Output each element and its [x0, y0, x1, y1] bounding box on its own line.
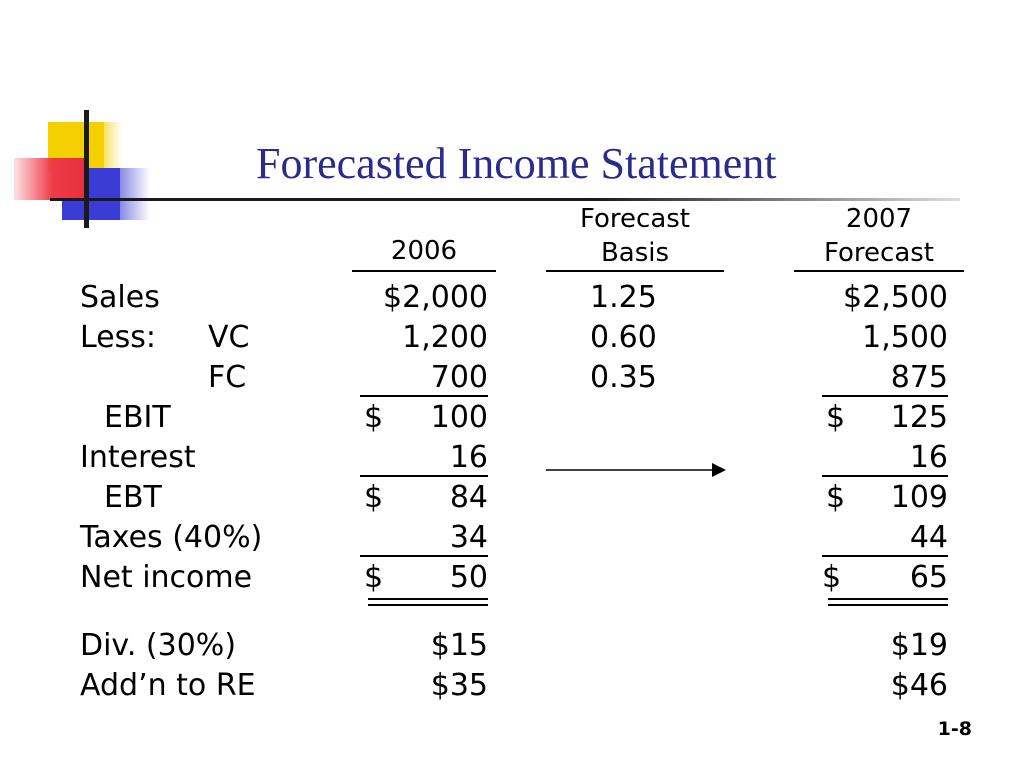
ebt-2006-currency: $ — [364, 480, 384, 515]
header-forecast-line1: 2007 — [845, 204, 913, 234]
addition-to-re-2006: $35 — [430, 668, 488, 703]
row-label-taxes: Taxes (40%) — [80, 520, 263, 555]
red-bar-decoration — [14, 158, 84, 200]
header-2006: 2006 — [390, 236, 458, 266]
vc-basis: 0.60 — [590, 320, 657, 355]
row-label-less: Less: — [80, 320, 157, 355]
interest-2006: 16 — [449, 440, 488, 475]
row-label-dividends: Div. (30%) — [80, 628, 237, 663]
interest-2007-underline — [822, 475, 948, 477]
vc-2006: 1,200 — [402, 320, 488, 355]
taxes-2006: 34 — [449, 520, 488, 555]
row-label-ebt: EBT — [104, 480, 162, 515]
net-income-2007-double-underline — [828, 598, 948, 606]
ebt-2006: 84 — [449, 480, 488, 515]
dividends-2007: $19 — [890, 628, 948, 663]
row-sublabel-vc: VC — [208, 320, 250, 355]
sales-basis: 1.25 — [590, 280, 657, 315]
addition-to-re-2007: $46 — [890, 668, 948, 703]
ebt-2007: 109 — [890, 480, 948, 515]
slide-title: Forecasted Income Statement — [256, 139, 777, 188]
row-label-sales: Sales — [80, 280, 160, 315]
net-income-2006-currency: $ — [364, 560, 384, 595]
ebit-2007: 125 — [890, 400, 948, 435]
ebit-2006: 100 — [430, 400, 488, 435]
ebt-2007-currency: $ — [826, 480, 846, 515]
net-income-2007: 65 — [909, 560, 948, 595]
ebit-2007-currency: $ — [826, 400, 846, 435]
title-rule — [50, 198, 960, 201]
row-label-addition-to-re: Add’n to RE — [80, 668, 256, 703]
taxes-2007-underline — [822, 555, 948, 557]
vertical-rule-decoration — [84, 110, 89, 228]
fc-basis: 0.35 — [590, 360, 657, 395]
taxes-2007: 44 — [909, 520, 948, 555]
header-2006-underline — [352, 270, 496, 272]
interest-2006-underline — [360, 475, 488, 477]
header-basis-line2: Basis — [600, 238, 670, 268]
row-sublabel-fc: FC — [208, 360, 247, 395]
fc-2006: 700 — [430, 360, 488, 395]
taxes-2006-underline — [360, 555, 488, 557]
dividends-2006: $15 — [430, 628, 488, 663]
sales-2006: $2,000 — [383, 280, 488, 315]
sales-2007: $2,500 — [843, 280, 948, 315]
header-basis-line1: Forecast — [579, 204, 691, 234]
vc-2007: 1,500 — [862, 320, 948, 355]
fc-2007: 875 — [890, 360, 948, 395]
ebit-2006-currency: $ — [364, 400, 384, 435]
fc-2006-underline — [360, 395, 488, 397]
row-label-ebit: EBIT — [104, 400, 171, 435]
header-forecast-line2: Forecast — [823, 238, 935, 268]
fc-2007-underline — [822, 395, 948, 397]
page-number: 1-8 — [937, 718, 972, 740]
carry-forward-arrow-icon — [546, 460, 726, 480]
row-label-interest: Interest — [80, 440, 196, 475]
net-income-2006-double-underline — [368, 598, 488, 606]
header-forecast-underline — [794, 270, 964, 272]
row-label-net-income: Net income — [80, 560, 253, 595]
net-income-2007-currency: $ — [822, 560, 842, 595]
net-income-2006: 50 — [449, 560, 488, 595]
header-basis-underline — [546, 270, 724, 272]
interest-2007: 16 — [909, 440, 948, 475]
